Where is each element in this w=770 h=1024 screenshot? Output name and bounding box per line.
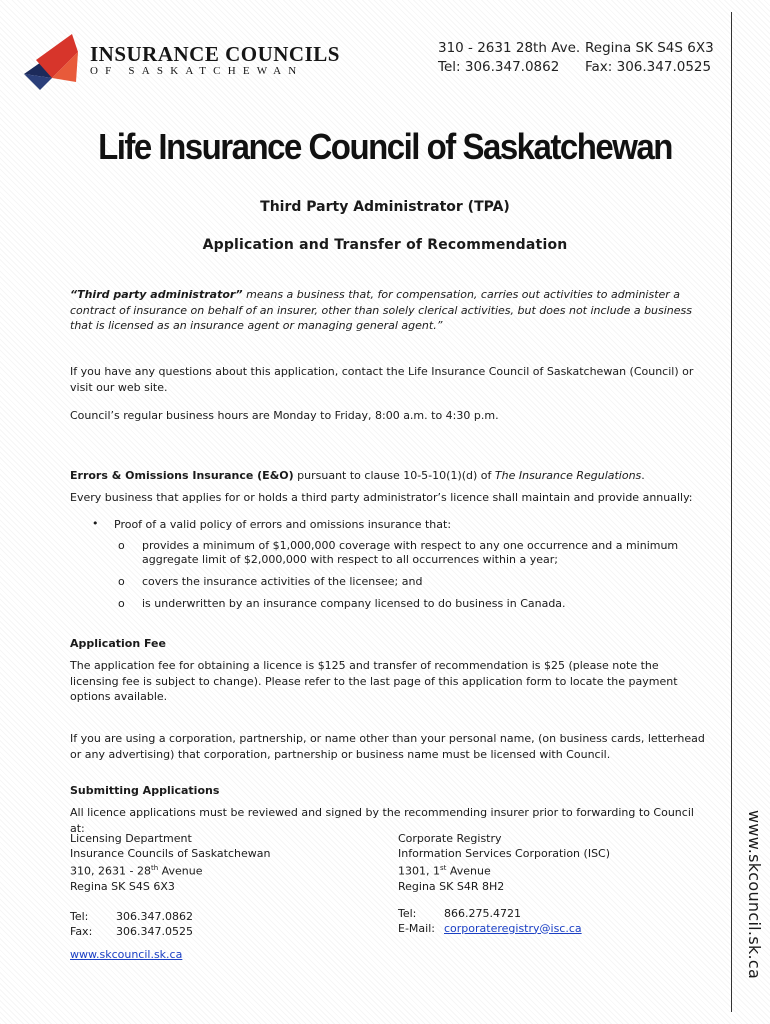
email-link[interactable]: corporateregistry@isc.ca [444,921,582,935]
bullet-marker: • [92,517,99,530]
subtitle: Third Party Administrator (TPA) [260,199,510,215]
eo-regulation: The Insurance Regulations [494,469,642,482]
vertical-divider [731,12,732,1012]
eo-bullet: Proof of a valid policy of errors and omissions insurance that: [114,518,452,531]
sub-bullet-marker: o [118,575,125,588]
sub-bullet-marker: o [118,539,125,552]
contact-right-tel: Tel: 866.275.4721 [398,906,521,920]
submitting-text: All licence applications must be reviewed and signed by the recommending insurer prior to forwarding to Council at: [70,806,694,835]
eo-sub-item-1: provides a minimum of $1,000,000 coverage with respect to any one occurrence and a minimum aggregate limit of $2,000,000 with respect to all occurrences within a year; [142,539,679,566]
fee-heading: Application Fee [70,637,166,650]
logo-name: INSURANCE COUNCILS [90,42,340,66]
definition [70,287,710,334]
contact-left-line1: Licensing Department [70,832,192,845]
council-logo-icon [22,32,84,92]
definition-term: “Third party administrator” [70,288,243,301]
eo-intro: Every business that applies for or holds a third party administrator’s licence shall maintain and provide annually: [70,491,693,504]
submitting-heading: Submitting Applications [70,784,220,797]
subtitle-2: Application and Transfer of Recommendation [202,237,568,253]
website-link[interactable]: www.skcouncil.sk.ca [70,947,183,961]
contact-right-line1: Corporate Registry [398,832,502,845]
header-address-1: 310 - 2631 28th Ave. [438,40,581,56]
contact-left-line3: 310, 2631 - 28th Avenue [70,864,203,878]
eo-heading [70,468,710,484]
eo-heading-rest: pursuant to clause 10-5-10(1)(d) of [293,469,495,482]
contact-left [70,831,271,962]
eo-period: . [641,469,645,482]
sub-bullet-marker: o [118,597,125,610]
fee-text: The application fee for obtaining a licence is $125 and transfer of recommendation is $25 (please note the licensing fee is subject to change). Please refer to the last page of this application form to locate the payment options available. [70,659,678,703]
header-tel: Tel: 306.347.0862 [438,59,560,75]
questions-text: If you have any questions about this application, contact the Life Insurance Council of Saskatchewan (Council) or visit our web site. [70,365,694,394]
side-url: www.skcouncil.sk.ca [745,810,764,980]
header-fax: Fax: 306.347.0525 [585,59,712,75]
contact-left-line2: Insurance Councils of Saskatchewan [70,847,271,860]
contact-left-tel: Tel: 306.347.0862 [70,909,193,923]
eo-sub-item-3: is underwritten by an insurance company licensed to do business in Canada. [142,597,566,610]
page-title: Life Insurance Council of Saskatchewan [98,126,672,167]
contact-right [398,831,610,936]
contact-left-line4: Regina SK S4S 6X3 [70,879,175,893]
corporation-text: If you are using a corporation, partnership, or name other than your personal name, (on business cards, letterhead or any advertising) that corporation, partnership or business name must be licensed with Council. [70,732,705,761]
contact-left-fax: Fax: 306.347.0525 [70,924,193,938]
contact-right-email: E-Mail: corporateregistry@isc.ca [398,921,582,935]
definition-text: means a business that, for compensation, carries out activities to administer a contract of insurance on behalf of an insurer, other than solely clerical activities, but does not include a business that is licensed as an insurance agent or managing general agent.” [70,288,693,332]
contact-right-line2: Information Services Corporation (ISC) [398,847,611,860]
header-address-2: Regina SK S4S 6X3 [585,40,714,56]
contact-right-line3: 1301, 1st Avenue [398,864,491,878]
hours-text: Council’s regular business hours are Monday to Friday, 8:00 a.m. to 4:30 p.m. [70,409,499,422]
logo-subtitle: OF SASKATCHEWAN [90,65,304,77]
eo-heading-label: Errors & Omissions Insurance (E&O) [70,469,294,482]
contact-right-line4: Regina SK S4R 8H2 [398,879,505,893]
eo-sub-item-2: covers the insurance activities of the licensee; and [142,575,423,588]
